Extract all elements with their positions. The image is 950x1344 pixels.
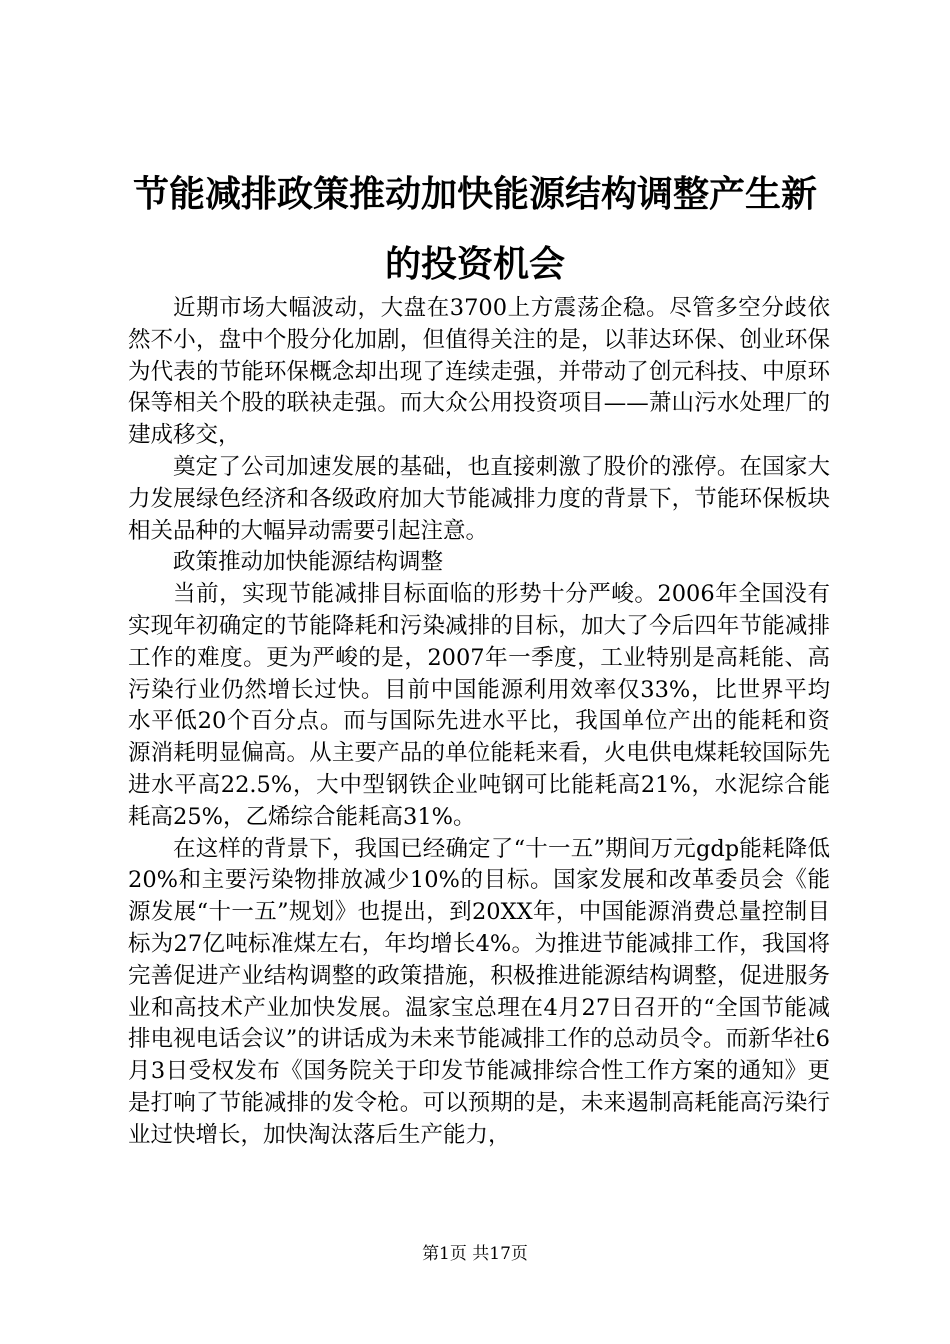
paragraph-4: 在这样的背景下，我国已经确定了“十一五”期间万元gdp能耗降低20%和主要污染物排放减少10%的目标。国家发展和改革委员会《能源发展“十一五”规划》也提出，到20XX年，中国能源消费总量控制目标为27亿吨标准煤左右，年均增长4%。为推进节能减排工作，我国将完善促进产业结构调整的政策措施，积极推进能源结构调整，促进服务业和高技术产业加快发展。温家宝总理在4月27日召开的“全国节能减排电视电话会议”的讲话成为未来节能减排工作的总动员令。而新华社6月3日受权发布《国务院关于印发节能减排综合性工作方案的通知》更是打响了节能减排的发令枪。可以预期的是，未来遏制高耗能高污染行业过快增长，加快淘汰落后生产能力， bbox=[128, 835, 830, 1148]
page-number-footer: 第1页 共17页 bbox=[422, 1244, 528, 1264]
paragraph-3: 当前，实现节能减排目标面临的形势十分严峻。2006年全国没有实现年初确定的节能降耗和污染减排的目标，加大了今后四年节能减排工作的难度。更为严峻的是，2007年一季度，工业特别是高耗能、高污染行业仍然增长过快。目前中国能源利用效率仅33%，比世界平均水平低20个百分点。而与国际先进水平比，我国单位产出的能耗和资源消耗明显偏高。从主要产品的单位能耗来看，火电供电煤耗较国际先进水平高22.5%，大中型钢铁企业吨钢可比能耗高21%，水泥综合能耗高25%，乙烯综合能耗高31%。 bbox=[128, 581, 830, 830]
paragraph-2: 奠定了公司加速发展的基础，也直接刺激了股价的涨停。在国家大力发展绿色经济和各级政府加大节能减排力度的背景下，节能环保板块相关品种的大幅异动需要引起注意。 bbox=[128, 453, 830, 544]
document-body bbox=[128, 293, 830, 1152]
section-heading: 政策推动加快能源结构调整 bbox=[173, 549, 444, 576]
document-title: 节能减排政策推动加快能源结构调整产生新的投资机会 bbox=[132, 174, 817, 285]
paragraph-1: 近期市场大幅波动，大盘在3700上方震荡企稳。尽管多空分歧依然不小，盘中个股分化加剧，但值得关注的是，以菲达环保、创业环保为代表的节能环保概念却出现了连续走强，并带动了创元科技、中原环保等相关个股的联袂走强。而大众公用投资项目——萧山污水处理厂的建成移交， bbox=[128, 295, 830, 449]
